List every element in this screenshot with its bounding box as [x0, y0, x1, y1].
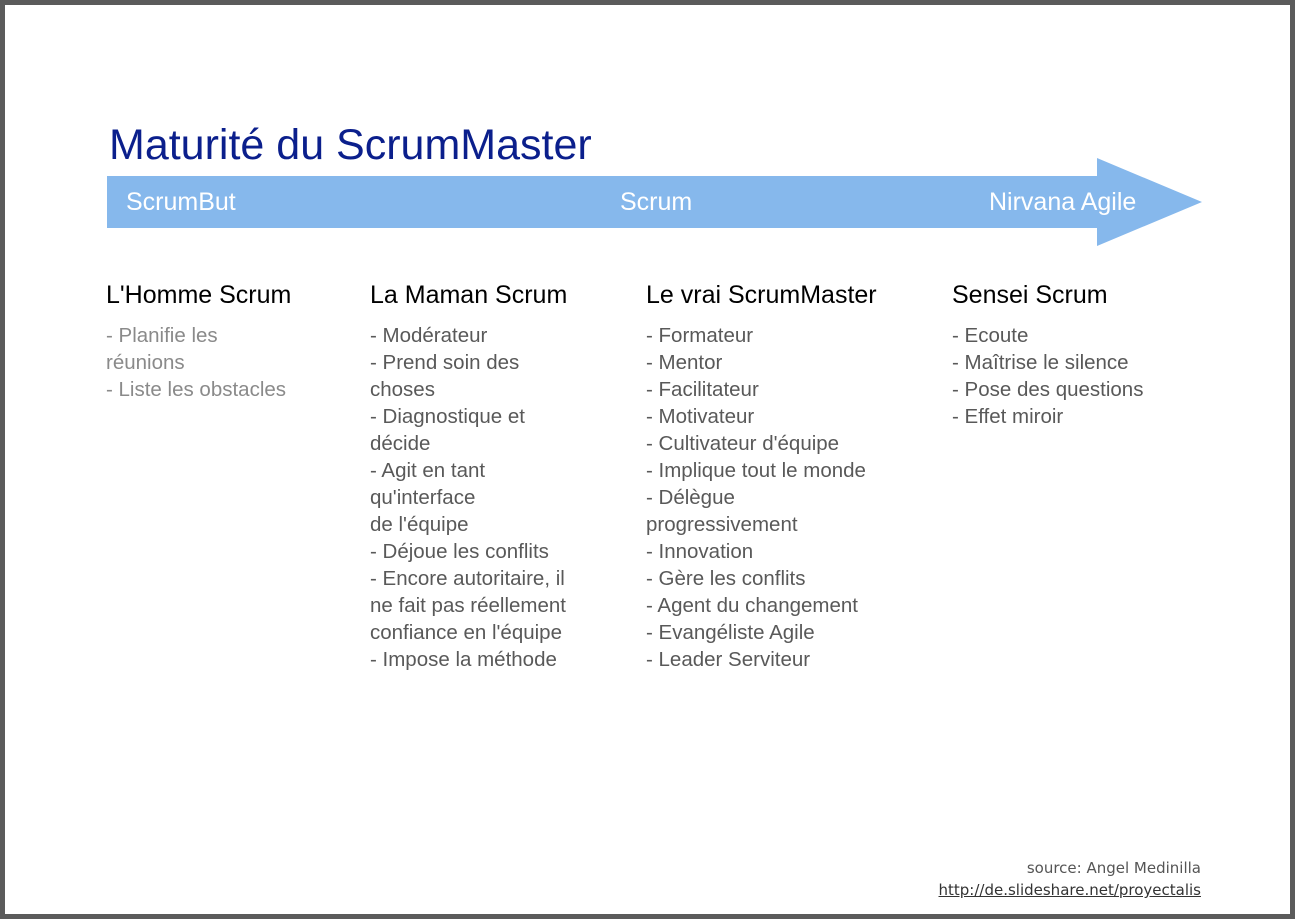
column-line: - Impose la méthode — [370, 648, 557, 671]
column-items — [106, 322, 291, 403]
column-line: - Cultivateur d'équipe — [646, 432, 840, 455]
column-line: réunions — [106, 351, 185, 374]
column-homme-scrum — [106, 280, 291, 403]
arrow-label-start: ScrumBut — [126, 188, 236, 216]
column-line: ne fait pas réellement — [370, 594, 567, 617]
column-line: - Prend soin des — [370, 351, 520, 374]
column-line: - Mentor — [646, 351, 723, 374]
arrow-label-end: Nirvana Agile — [989, 188, 1137, 216]
column-line: - Implique tout le monde — [646, 459, 866, 482]
source-link[interactable]: http://de.slideshare.net/proyectalis — [938, 881, 1201, 899]
column-line: - Modérateur — [370, 324, 488, 347]
column-line: - Motivateur — [646, 405, 755, 428]
column-line: - Ecoute — [952, 324, 1029, 347]
source-credit — [939, 857, 1202, 901]
column-heading: Sensei Scrum — [952, 281, 1108, 309]
column-line: - Innovation — [646, 540, 754, 563]
column-line: - Formateur — [646, 324, 754, 347]
column-maman-scrum — [370, 280, 567, 673]
column-line: - Encore autoritaire, il — [370, 567, 565, 590]
column-line: - Pose des questions — [952, 378, 1144, 401]
column-items — [952, 322, 1143, 430]
column-line: - Evangéliste Agile — [646, 621, 815, 644]
column-items — [646, 322, 877, 673]
slide — [5, 5, 1290, 914]
column-line: - Effet miroir — [952, 405, 1064, 428]
column-heading: La Maman Scrum — [370, 281, 568, 309]
column-line: - Maîtrise le silence — [952, 351, 1129, 374]
column-items — [370, 322, 567, 673]
column-line: choses — [370, 378, 435, 401]
column-vrai-scrummaster — [646, 280, 877, 673]
column-line: - Agit en tant — [370, 459, 486, 482]
source-text: source: Angel Medinilla — [1026, 859, 1201, 877]
column-line: qu'interface — [370, 486, 476, 509]
column-heading: L'Homme Scrum — [106, 281, 292, 309]
column-line: - Agent du changement — [646, 594, 858, 617]
column-sensei-scrum — [952, 280, 1143, 430]
column-line: - Délègue — [646, 486, 735, 509]
column-line: - Facilitateur — [646, 378, 759, 401]
column-line: confiance en l'équipe — [370, 621, 562, 644]
column-line: - Planifie les — [106, 324, 218, 347]
column-line: progressivement — [646, 513, 798, 536]
slide-title: Maturité du ScrumMaster — [109, 121, 592, 169]
column-line: - Liste les obstacles — [106, 378, 287, 401]
column-line: - Gère les conflits — [646, 567, 806, 590]
column-line: - Déjoue les conflits — [370, 540, 549, 563]
column-line: de l'équipe — [370, 513, 469, 536]
arrow-label-middle: Scrum — [620, 188, 693, 216]
column-line: décide — [370, 432, 431, 455]
column-heading: Le vrai ScrumMaster — [646, 281, 877, 309]
column-line: - Leader Serviteur — [646, 648, 811, 671]
column-line: - Diagnostique et — [370, 405, 525, 428]
